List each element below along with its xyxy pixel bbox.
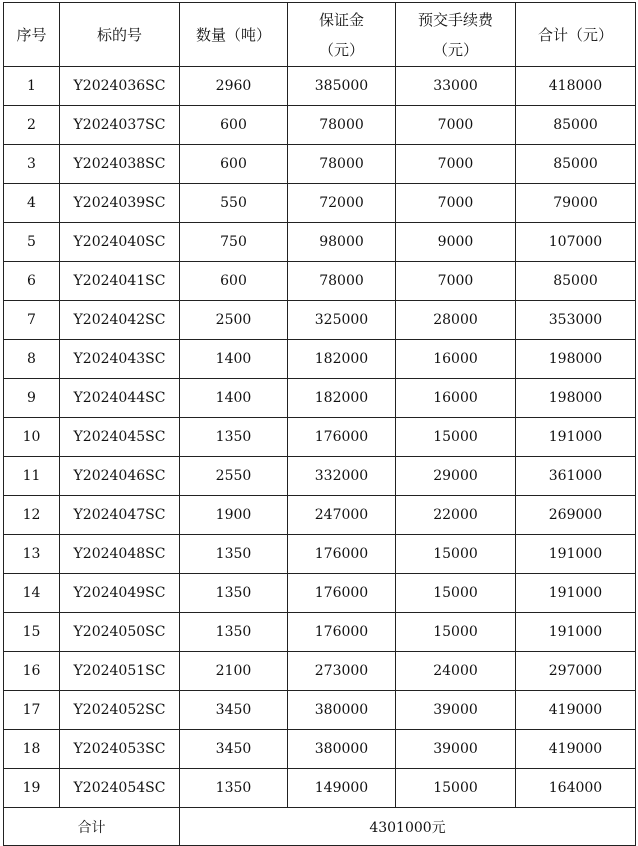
table-row (4, 652, 636, 691)
table-row (4, 379, 636, 418)
cell-deposit: 385000 (288, 67, 396, 106)
cell-deposit: 98000 (288, 223, 396, 262)
cell-deposit: 72000 (288, 184, 396, 223)
cell-lot: Y2024045SC (60, 418, 180, 457)
column-header-total (516, 3, 636, 67)
cell-deposit: 78000 (288, 262, 396, 301)
column-header-qty-line: 数量（吨） (195, 25, 271, 44)
cell-lot: Y2024038SC (60, 145, 180, 184)
cell-lot: Y2024048SC (60, 535, 180, 574)
cell-deposit: 176000 (288, 613, 396, 652)
cell-qty: 2500 (180, 301, 288, 340)
cell-fee: 39000 (396, 691, 516, 730)
cell-total: 269000 (516, 496, 636, 535)
cell-fee: 7000 (396, 106, 516, 145)
cell-seq: 3 (4, 145, 60, 184)
cell-lot: Y2024036SC (60, 67, 180, 106)
cell-fee: 33000 (396, 67, 516, 106)
total-amount-value: 4301000 (369, 819, 432, 836)
column-header-seq (4, 3, 60, 67)
cell-qty: 1400 (180, 340, 288, 379)
cell-deposit: 78000 (288, 106, 396, 145)
column-header-deposit-line: 保证金 (318, 10, 364, 29)
cell-qty: 1350 (180, 769, 288, 808)
cell-seq: 8 (4, 340, 60, 379)
column-header-lot (60, 3, 180, 67)
cell-deposit: 176000 (288, 418, 396, 457)
cell-fee: 39000 (396, 730, 516, 769)
cell-qty: 1900 (180, 496, 288, 535)
cell-deposit: 182000 (288, 340, 396, 379)
table-row (4, 613, 636, 652)
cell-seq: 10 (4, 418, 60, 457)
cell-qty: 1350 (180, 613, 288, 652)
table-row (4, 730, 636, 769)
cell-fee: 7000 (396, 262, 516, 301)
cell-qty: 2100 (180, 652, 288, 691)
cell-lot: Y2024054SC (60, 769, 180, 808)
cell-fee: 7000 (396, 145, 516, 184)
cell-seq: 6 (4, 262, 60, 301)
table-row (4, 457, 636, 496)
total-row (4, 808, 636, 846)
cell-qty: 2550 (180, 457, 288, 496)
table-row (4, 691, 636, 730)
cell-fee: 15000 (396, 769, 516, 808)
bid-deposit-table (3, 2, 636, 846)
cell-qty: 1350 (180, 535, 288, 574)
cell-deposit: 182000 (288, 379, 396, 418)
cell-seq: 1 (4, 67, 60, 106)
table-row (4, 769, 636, 808)
cell-fee: 24000 (396, 652, 516, 691)
table-row (4, 106, 636, 145)
table-body (4, 67, 636, 808)
cell-deposit: 78000 (288, 145, 396, 184)
table-row (4, 67, 636, 106)
cell-qty: 600 (180, 145, 288, 184)
table-row (4, 301, 636, 340)
column-header-qty (180, 3, 288, 67)
cell-fee: 15000 (396, 535, 516, 574)
cell-seq: 15 (4, 613, 60, 652)
cell-deposit: 332000 (288, 457, 396, 496)
cell-qty: 1400 (180, 379, 288, 418)
cell-total: 85000 (516, 145, 636, 184)
cell-seq: 7 (4, 301, 60, 340)
cell-fee: 7000 (396, 184, 516, 223)
cell-total: 198000 (516, 340, 636, 379)
cell-qty: 1350 (180, 574, 288, 613)
cell-seq: 17 (4, 691, 60, 730)
column-header-fee-line: 预交手续费 (417, 10, 493, 29)
cell-fee: 16000 (396, 340, 516, 379)
cell-total: 191000 (516, 535, 636, 574)
cell-total: 85000 (516, 262, 636, 301)
cell-fee: 9000 (396, 223, 516, 262)
cell-qty: 2960 (180, 67, 288, 106)
cell-deposit: 273000 (288, 652, 396, 691)
cell-seq: 16 (4, 652, 60, 691)
cell-seq: 13 (4, 535, 60, 574)
cell-seq: 12 (4, 496, 60, 535)
cell-total: 191000 (516, 613, 636, 652)
cell-lot: Y2024046SC (60, 457, 180, 496)
cell-seq: 4 (4, 184, 60, 223)
cell-deposit: 149000 (288, 769, 396, 808)
cell-deposit: 380000 (288, 691, 396, 730)
cell-lot: Y2024043SC (60, 340, 180, 379)
table-row (4, 574, 636, 613)
cell-seq: 9 (4, 379, 60, 418)
table-row (4, 262, 636, 301)
table-row (4, 340, 636, 379)
column-header-fee (396, 3, 516, 67)
table-header (4, 3, 636, 67)
table-row (4, 223, 636, 262)
cell-seq: 14 (4, 574, 60, 613)
cell-lot: Y2024039SC (60, 184, 180, 223)
cell-lot: Y2024047SC (60, 496, 180, 535)
cell-lot: Y2024040SC (60, 223, 180, 262)
cell-fee: 15000 (396, 418, 516, 457)
column-header-fee-line: （元） (432, 40, 478, 59)
table-row (4, 496, 636, 535)
cell-total: 85000 (516, 106, 636, 145)
cell-total: 198000 (516, 379, 636, 418)
cell-fee: 28000 (396, 301, 516, 340)
cell-seq: 2 (4, 106, 60, 145)
cell-seq: 19 (4, 769, 60, 808)
cell-qty: 600 (180, 106, 288, 145)
cell-total: 191000 (516, 574, 636, 613)
header-row (4, 3, 636, 67)
total-amount (180, 808, 636, 846)
total-label: 合计 (4, 808, 180, 846)
cell-lot: Y2024050SC (60, 613, 180, 652)
cell-lot: Y2024051SC (60, 652, 180, 691)
cell-total: 297000 (516, 652, 636, 691)
cell-qty: 750 (180, 223, 288, 262)
cell-fee: 16000 (396, 379, 516, 418)
cell-total: 419000 (516, 730, 636, 769)
cell-qty: 3450 (180, 730, 288, 769)
table-row (4, 184, 636, 223)
cell-deposit: 176000 (288, 574, 396, 613)
cell-seq: 18 (4, 730, 60, 769)
cell-total: 79000 (516, 184, 636, 223)
cell-lot: Y2024053SC (60, 730, 180, 769)
cell-deposit: 380000 (288, 730, 396, 769)
cell-fee: 15000 (396, 613, 516, 652)
column-header-deposit-line: （元） (318, 40, 364, 59)
cell-seq: 5 (4, 223, 60, 262)
cell-lot: Y2024042SC (60, 301, 180, 340)
column-header-total-line: 合计（元） (537, 25, 613, 44)
table-row (4, 535, 636, 574)
cell-lot: Y2024049SC (60, 574, 180, 613)
cell-lot: Y2024037SC (60, 106, 180, 145)
cell-fee: 29000 (396, 457, 516, 496)
cell-deposit: 325000 (288, 301, 396, 340)
table-row (4, 418, 636, 457)
cell-total: 164000 (516, 769, 636, 808)
cell-total: 191000 (516, 418, 636, 457)
cell-total: 418000 (516, 67, 636, 106)
cell-qty: 1350 (180, 418, 288, 457)
cell-seq: 11 (4, 457, 60, 496)
cell-fee: 22000 (396, 496, 516, 535)
column-header-lot-line: 标的号 (96, 25, 142, 44)
cell-total: 353000 (516, 301, 636, 340)
cell-lot: Y2024044SC (60, 379, 180, 418)
total-amount-unit: 元 (431, 819, 446, 836)
cell-qty: 3450 (180, 691, 288, 730)
column-header-deposit (288, 3, 396, 67)
cell-deposit: 176000 (288, 535, 396, 574)
cell-qty: 600 (180, 262, 288, 301)
cell-lot: Y2024052SC (60, 691, 180, 730)
cell-deposit: 247000 (288, 496, 396, 535)
cell-total: 361000 (516, 457, 636, 496)
table-footer (4, 808, 636, 846)
table-row (4, 145, 636, 184)
cell-qty: 550 (180, 184, 288, 223)
cell-total: 419000 (516, 691, 636, 730)
cell-fee: 15000 (396, 574, 516, 613)
column-header-seq-line: 序号 (16, 25, 47, 44)
cell-total: 107000 (516, 223, 636, 262)
cell-lot: Y2024041SC (60, 262, 180, 301)
